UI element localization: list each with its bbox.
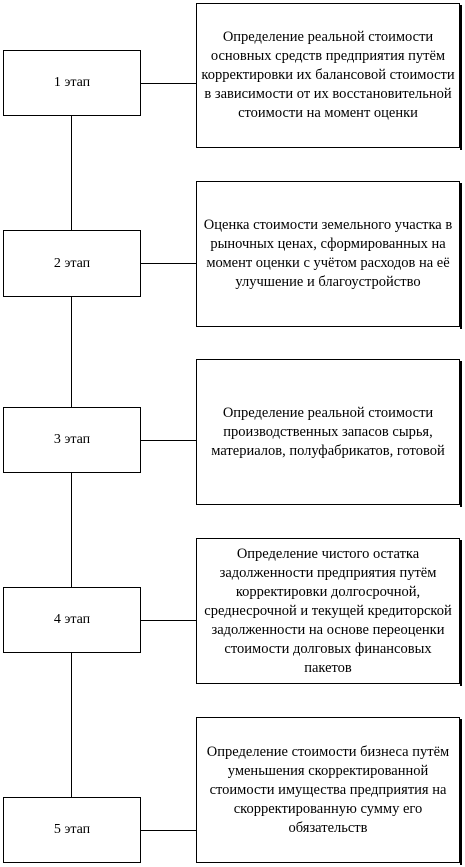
stage-1-description: Определение реальной стоимости основных средств предприятия путём корректировки их балансовой стоимости в зависимости от их восстановительной стоимости на момент оценки <box>201 29 455 121</box>
stage-1-link <box>141 83 197 84</box>
stage-2-description: Оценка стоимости земельного участка в рыночных ценах, сформированных на момент оценки с учётом расходов на её улучшение и благоустройство <box>203 217 453 290</box>
stage-5-shadow <box>460 719 462 865</box>
stage-1-description-box <box>196 3 460 148</box>
stage-1-box <box>3 50 141 116</box>
stage-4-shadow <box>460 540 462 686</box>
stage-5-description-box <box>196 717 460 863</box>
stage-2-box <box>3 230 141 297</box>
stage-3-label: 3 этап <box>53 432 91 447</box>
stage-5-box <box>3 797 141 863</box>
stage-5-link <box>141 830 197 831</box>
stage-1-shadow <box>460 5 462 150</box>
stage-1-label: 1 этап <box>53 75 91 90</box>
stage-4-description: Определение чистого остатка задолженности предприятия путём корректировки долгосрочной, среднесрочной и текущей кредиторской задолженности на основе переоценки стоимости долговых финансовых пакетов <box>204 545 452 676</box>
stage-3-description-box <box>196 359 460 505</box>
stage-2-shadow <box>460 183 462 329</box>
stage-2-description-box <box>196 181 460 327</box>
stage-2-label: 2 этап <box>53 255 91 271</box>
stage-4-description-box <box>196 538 460 684</box>
stage-3-shadow <box>460 361 462 507</box>
stage-3-description: Определение реальной стоимости производственных запасов сырья, материалов, полуфабрикатов, готовой <box>211 404 445 459</box>
stage-4-label: 4 этап <box>53 612 91 627</box>
stage-2-link <box>141 263 197 264</box>
stage-5-label: 5 этап <box>53 822 91 837</box>
stage-5-description: Определение стоимости бизнеса путём уменьшения скорректированной стоимости имущества предприятия на скорректированную сумму его обязательств <box>206 743 450 836</box>
stage-3-link <box>141 440 197 441</box>
stage-4-box <box>3 587 141 653</box>
stage-4-link <box>141 620 197 621</box>
stage-3-box <box>3 407 141 473</box>
